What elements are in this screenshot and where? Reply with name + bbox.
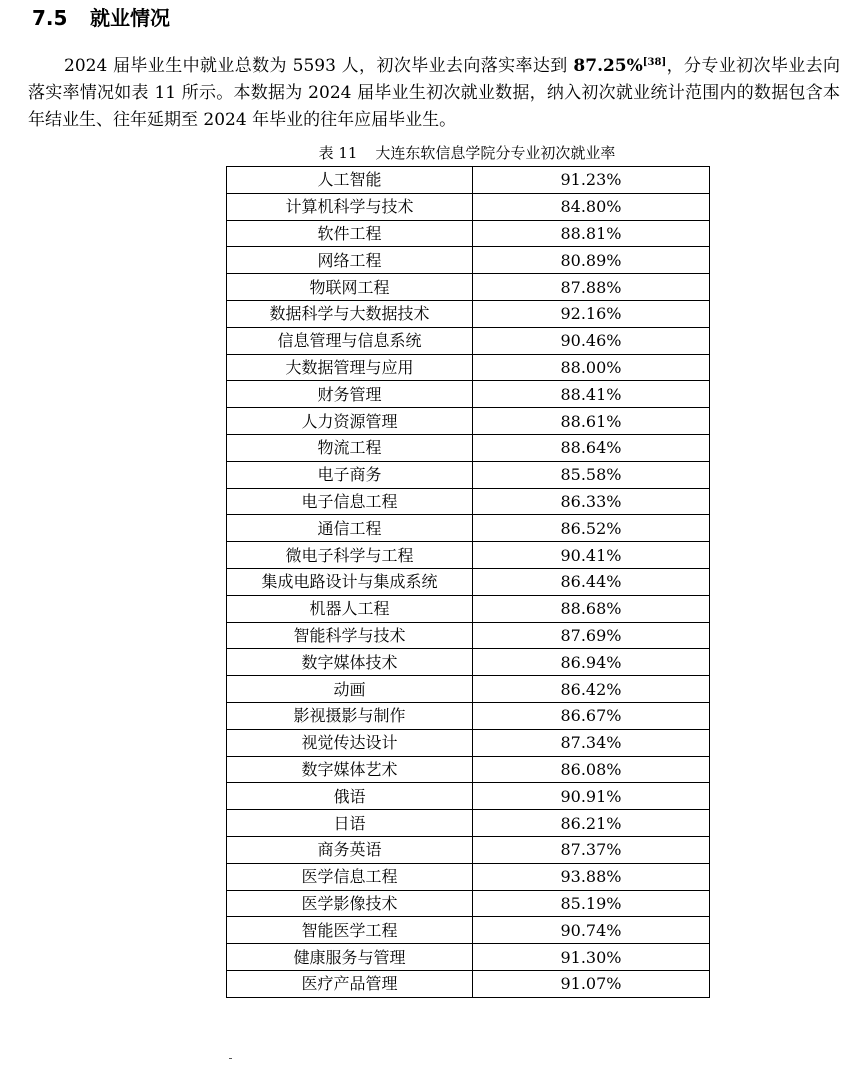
employment-rate-cell: 88.81% xyxy=(473,220,710,247)
citation-reference: [38] xyxy=(642,57,667,68)
major-name-cell: 医疗产品管理 xyxy=(227,970,473,997)
major-name-cell: 财务管理 xyxy=(227,381,473,408)
table-row xyxy=(227,702,710,729)
table-caption-title: 大连东软信息学院分专业初次就业率 xyxy=(375,144,616,162)
table-row xyxy=(227,461,710,488)
major-name-cell: 数字媒体技术 xyxy=(227,649,473,676)
employment-rate-cell: 92.16% xyxy=(473,300,710,327)
table-caption-label: 表 11 xyxy=(318,144,358,162)
major-name-cell: 信息管理与信息系统 xyxy=(227,327,473,354)
employment-rate-cell: 87.37% xyxy=(473,836,710,863)
table-row xyxy=(227,595,710,622)
major-name-cell: 智能科学与技术 xyxy=(227,622,473,649)
section-heading xyxy=(32,2,170,34)
employment-rate-cell: 91.07% xyxy=(473,970,710,997)
major-name-cell: 电子商务 xyxy=(227,461,473,488)
page-mark xyxy=(229,1058,232,1059)
major-name-cell: 健康服务与管理 xyxy=(227,944,473,971)
major-name-cell: 物联网工程 xyxy=(227,274,473,301)
table-row xyxy=(227,944,710,971)
summary-text-after-rate: ，分专业初次毕业去向落实率情况如表 11 所示。本数据为 2024 届毕业生初次就业数据，纳入初次就业统计范围内的数据包含本年结业生、往年延期至 2024 年毕业的往年应届毕业生。 xyxy=(28,56,840,130)
employment-rate-cell: 86.44% xyxy=(473,568,710,595)
table-row xyxy=(227,890,710,917)
employment-rate-cell: 87.34% xyxy=(473,729,710,756)
overall-placement-rate: 87.25% xyxy=(573,56,643,76)
major-name-cell: 数据科学与大数据技术 xyxy=(227,300,473,327)
employment-rate-cell: 86.21% xyxy=(473,810,710,837)
table-row xyxy=(227,381,710,408)
table-row xyxy=(227,193,710,220)
table-caption xyxy=(226,142,708,164)
table-row xyxy=(227,729,710,756)
employment-rate-cell: 86.94% xyxy=(473,649,710,676)
major-name-cell: 日语 xyxy=(227,810,473,837)
major-name-cell: 电子信息工程 xyxy=(227,488,473,515)
major-name-cell: 微电子科学与工程 xyxy=(227,542,473,569)
table-row xyxy=(227,649,710,676)
table-row xyxy=(227,167,710,194)
table-row xyxy=(227,676,710,703)
major-name-cell: 通信工程 xyxy=(227,515,473,542)
employment-rate-cell: 88.00% xyxy=(473,354,710,381)
table-row xyxy=(227,863,710,890)
major-name-cell: 视觉传达设计 xyxy=(227,729,473,756)
employment-rate-cell: 86.33% xyxy=(473,488,710,515)
table-row xyxy=(227,247,710,274)
table-row xyxy=(227,970,710,997)
major-name-cell: 人工智能 xyxy=(227,167,473,194)
employment-rate-cell: 85.58% xyxy=(473,461,710,488)
major-name-cell: 网络工程 xyxy=(227,247,473,274)
major-name-cell: 数字媒体艺术 xyxy=(227,756,473,783)
employment-rate-cell: 88.64% xyxy=(473,434,710,461)
table-row xyxy=(227,488,710,515)
employment-rate-cell: 84.80% xyxy=(473,193,710,220)
major-name-cell: 动画 xyxy=(227,676,473,703)
employment-rate-cell: 80.89% xyxy=(473,247,710,274)
table-row xyxy=(227,783,710,810)
employment-summary-paragraph xyxy=(28,53,840,134)
employment-rate-cell: 90.74% xyxy=(473,917,710,944)
employment-rate-cell: 90.41% xyxy=(473,542,710,569)
major-name-cell: 医学信息工程 xyxy=(227,863,473,890)
section-title: 就业情况 xyxy=(90,6,170,30)
table-row xyxy=(227,836,710,863)
employment-rate-cell: 90.91% xyxy=(473,783,710,810)
major-employment-rate-table xyxy=(226,166,710,998)
major-name-cell: 物流工程 xyxy=(227,434,473,461)
employment-rate-cell: 93.88% xyxy=(473,863,710,890)
employment-rate-cell: 91.23% xyxy=(473,167,710,194)
major-name-cell: 软件工程 xyxy=(227,220,473,247)
employment-rate-cell: 88.61% xyxy=(473,408,710,435)
section-number: 7.5 xyxy=(32,6,68,30)
table-row xyxy=(227,756,710,783)
table-row xyxy=(227,622,710,649)
major-name-cell: 智能医学工程 xyxy=(227,917,473,944)
table-row xyxy=(227,274,710,301)
employment-rate-cell: 85.19% xyxy=(473,890,710,917)
table-row xyxy=(227,917,710,944)
table-row xyxy=(227,300,710,327)
major-name-cell: 医学影像技术 xyxy=(227,890,473,917)
major-name-cell: 计算机科学与技术 xyxy=(227,193,473,220)
employment-rate-cell: 87.88% xyxy=(473,274,710,301)
major-name-cell: 人力资源管理 xyxy=(227,408,473,435)
major-name-cell: 俄语 xyxy=(227,783,473,810)
employment-rate-cell: 86.52% xyxy=(473,515,710,542)
employment-rate-cell: 86.42% xyxy=(473,676,710,703)
employment-rate-cell: 87.69% xyxy=(473,622,710,649)
employment-rate-cell: 88.41% xyxy=(473,381,710,408)
major-name-cell: 集成电路设计与集成系统 xyxy=(227,568,473,595)
table-row xyxy=(227,568,710,595)
employment-rate-cell: 90.46% xyxy=(473,327,710,354)
employment-rate-cell: 86.08% xyxy=(473,756,710,783)
table-row xyxy=(227,542,710,569)
table-row xyxy=(227,220,710,247)
major-name-cell: 影视摄影与制作 xyxy=(227,702,473,729)
table-row xyxy=(227,810,710,837)
employment-rate-cell: 88.68% xyxy=(473,595,710,622)
table-row xyxy=(227,408,710,435)
table-row xyxy=(227,327,710,354)
summary-text-before-rate: 2024 届毕业生中就业总数为 5593 人，初次毕业去向落实率达到 xyxy=(64,56,574,76)
major-name-cell: 机器人工程 xyxy=(227,595,473,622)
major-name-cell: 商务英语 xyxy=(227,836,473,863)
table-row xyxy=(227,434,710,461)
employment-rate-cell: 86.67% xyxy=(473,702,710,729)
employment-rate-cell: 91.30% xyxy=(473,944,710,971)
table-row xyxy=(227,515,710,542)
table-row xyxy=(227,354,710,381)
major-name-cell: 大数据管理与应用 xyxy=(227,354,473,381)
